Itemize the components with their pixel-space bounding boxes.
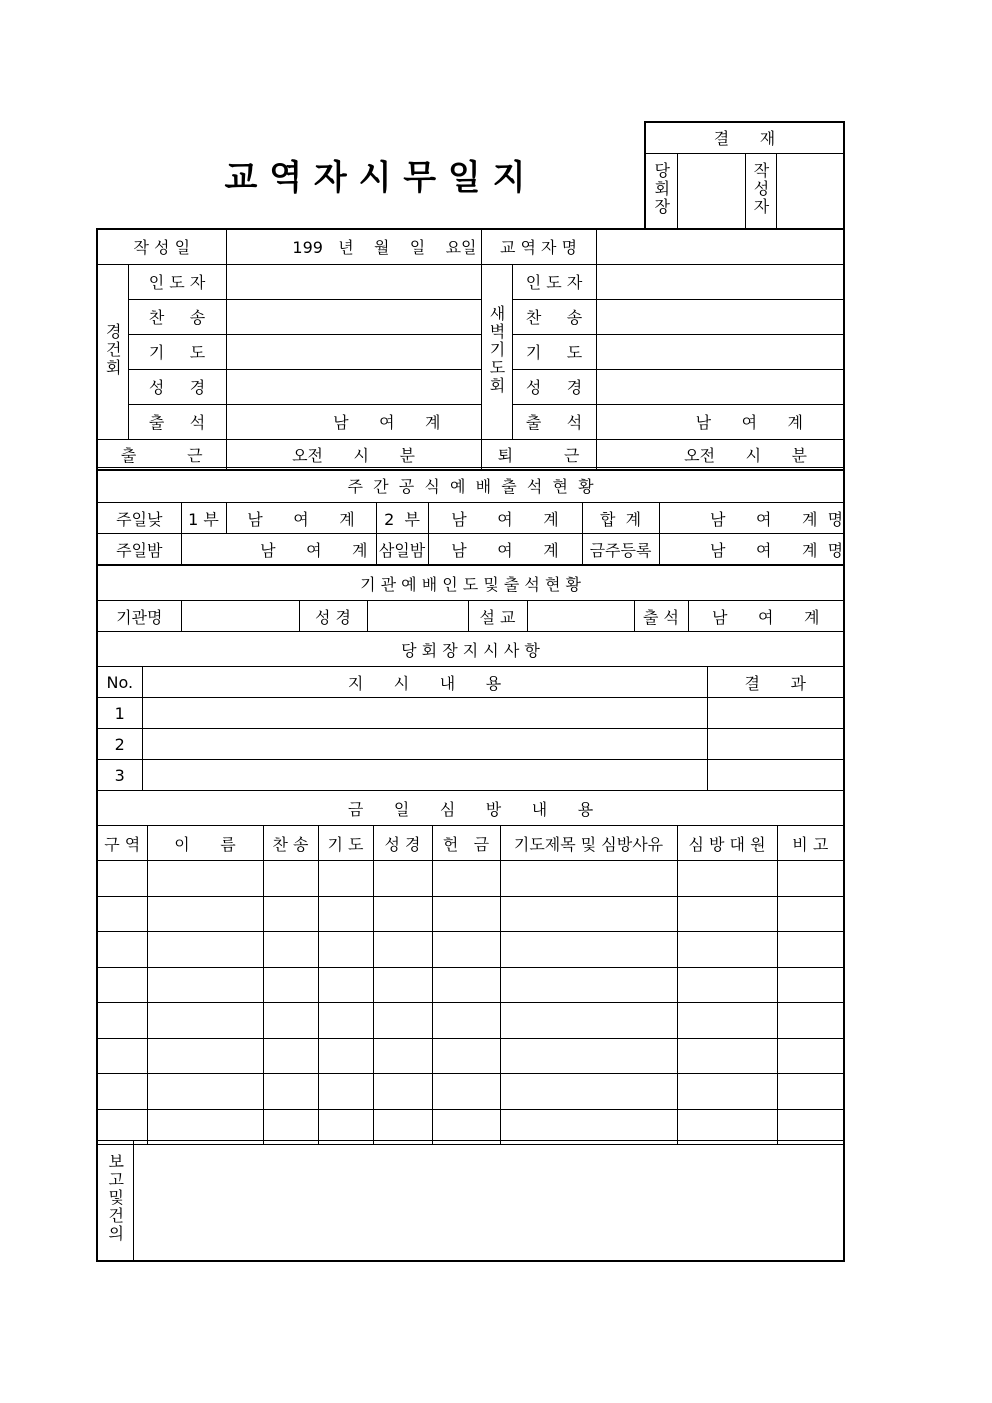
right-row-hymn: 찬 송: [512, 299, 596, 334]
pastor-name-field[interactable]: [596, 229, 844, 264]
sunday-night-count[interactable]: 남 여 계: [181, 534, 376, 565]
total-count[interactable]: 남 여 계 명: [659, 503, 844, 534]
left-row-scripture: 성 경: [128, 369, 226, 404]
left-row-prayer: 기 도: [128, 334, 226, 369]
right-row-prayer: 기 도: [512, 334, 596, 369]
right-hymn-field[interactable]: [596, 299, 844, 334]
approval-box: [644, 121, 845, 230]
instruction-content-field[interactable]: [142, 760, 707, 791]
visit-cell[interactable]: [263, 1074, 318, 1110]
document-title: 교 역 자 시 무 일 지: [224, 158, 526, 198]
visit-cell[interactable]: [677, 1074, 777, 1110]
visit-cell[interactable]: [777, 896, 844, 932]
wednesday-night-label: 삼일밤: [376, 534, 428, 565]
visit-cell[interactable]: [318, 967, 373, 1003]
visit-cell[interactable]: [318, 1038, 373, 1074]
left-row-attendance: 출 석: [128, 404, 226, 439]
visit-cell[interactable]: [677, 932, 777, 968]
clock-in-label: 출 근: [97, 439, 226, 470]
visit-cell[interactable]: [147, 861, 263, 897]
visit-cell[interactable]: [373, 1074, 432, 1110]
institution-scripture-field[interactable]: [367, 601, 468, 632]
instruction-result-field[interactable]: [707, 698, 844, 729]
right-row-scripture: 성 경: [512, 369, 596, 404]
visit-cell[interactable]: [373, 896, 432, 932]
col-scripture: 성 경: [373, 826, 432, 861]
visit-cell[interactable]: [500, 967, 677, 1003]
visit-cell[interactable]: [500, 896, 677, 932]
date-value[interactable]: 199 년 월 일 요일: [226, 229, 481, 264]
visit-cell[interactable]: [147, 1074, 263, 1110]
visit-cell[interactable]: [777, 932, 844, 968]
visit-cell[interactable]: [318, 932, 373, 968]
table-row: [97, 896, 844, 932]
visit-cell[interactable]: [97, 1003, 147, 1039]
visit-cell[interactable]: [677, 1038, 777, 1074]
visit-cell[interactable]: [263, 967, 318, 1003]
visit-cell[interactable]: [777, 1003, 844, 1039]
visit-cell[interactable]: [373, 1003, 432, 1039]
visit-cell[interactable]: [97, 967, 147, 1003]
table-row: [97, 861, 844, 897]
col-prayer-topic: 기도제목 및 심방사유: [500, 826, 677, 861]
left-row-hymn: 찬 송: [128, 299, 226, 334]
instruction-no: 3: [97, 760, 142, 791]
weekly-registration-label: 금주등록: [582, 534, 659, 565]
dawn-prayer-label: 새벽기도회: [487, 304, 507, 395]
visit-cell[interactable]: [777, 1038, 844, 1074]
wednesday-night-count[interactable]: 남 여 계: [428, 534, 582, 565]
visit-cell[interactable]: [677, 1003, 777, 1039]
visit-cell[interactable]: [147, 967, 263, 1003]
instructions-no-header: No.: [97, 667, 142, 698]
col-district: 구 역: [97, 826, 147, 861]
left-prayer-field[interactable]: [226, 334, 481, 369]
visit-cell[interactable]: [373, 1038, 432, 1074]
instructions-header: 당 회 장 지 시 사 항: [97, 632, 844, 667]
report-content-field[interactable]: [133, 1141, 844, 1261]
visit-cell[interactable]: [97, 1074, 147, 1110]
visitation-table: [96, 790, 845, 1145]
date-label: 작 성 일: [97, 229, 226, 264]
visit-cell[interactable]: [373, 932, 432, 968]
second-service-label: 2 부: [376, 503, 428, 534]
visit-cell[interactable]: [777, 1074, 844, 1110]
instruction-no: 1: [97, 698, 142, 729]
left-hymn-field[interactable]: [226, 299, 481, 334]
visit-cell[interactable]: [263, 932, 318, 968]
visit-cell[interactable]: [373, 967, 432, 1003]
left-row-leader: 인 도 자: [128, 264, 226, 299]
visit-cell[interactable]: [432, 967, 500, 1003]
report-label: 보고및건의: [105, 1153, 125, 1244]
institution-sermon-label: 설 교: [468, 601, 527, 632]
visit-cell[interactable]: [500, 932, 677, 968]
visit-cell[interactable]: [147, 896, 263, 932]
instructions-result-header: 결 과: [707, 667, 844, 698]
instruction-content-field[interactable]: [142, 729, 707, 760]
weekly-header: 주 간 공 식 예 배 출 석 현 황: [97, 468, 844, 503]
col-remarks: 비 고: [777, 826, 844, 861]
right-row-attendance: 출 석: [512, 404, 596, 439]
visit-cell[interactable]: [677, 861, 777, 897]
visit-cell[interactable]: [432, 932, 500, 968]
table-row: [97, 1003, 844, 1039]
visit-cell[interactable]: [432, 896, 500, 932]
institution-scripture-label: 성 경: [299, 601, 367, 632]
visit-cell[interactable]: [500, 1074, 677, 1110]
instruction-content-field[interactable]: [142, 698, 707, 729]
visit-cell[interactable]: [432, 1003, 500, 1039]
sunday-day-label: 주일낮: [97, 503, 181, 534]
visit-cell[interactable]: [97, 896, 147, 932]
weekly-attendance: [96, 467, 845, 565]
col-offering: 헌 금: [432, 826, 500, 861]
weekly-registration-count[interactable]: 남 여 계 명: [659, 534, 844, 565]
approval-header: 결 재: [645, 122, 844, 153]
visit-cell[interactable]: [97, 861, 147, 897]
visit-cell[interactable]: [147, 1038, 263, 1074]
left-attendance-field[interactable]: 남 여 계: [226, 404, 481, 439]
visit-cell[interactable]: [777, 861, 844, 897]
institution-worship: [96, 565, 845, 632]
right-scripture-field[interactable]: [596, 369, 844, 404]
visit-cell[interactable]: [500, 1003, 677, 1039]
instruction-result-field[interactable]: [707, 760, 844, 791]
visit-cell[interactable]: [677, 896, 777, 932]
approval-role-pastor: 당회장: [651, 161, 671, 216]
left-scripture-field[interactable]: [226, 369, 481, 404]
visit-cell[interactable]: [432, 861, 500, 897]
visit-cell[interactable]: [263, 861, 318, 897]
visit-cell[interactable]: [263, 896, 318, 932]
right-leader-field[interactable]: [596, 264, 844, 299]
col-prayer: 기 도: [318, 826, 373, 861]
visit-cell[interactable]: [147, 1003, 263, 1039]
approval-role-writer: 작성자: [751, 161, 770, 216]
visit-cell[interactable]: [147, 932, 263, 968]
col-name: 이 름: [147, 826, 263, 861]
col-visitors: 심 방 대 원: [677, 826, 777, 861]
visit-cell[interactable]: [777, 967, 844, 1003]
institution-name-field[interactable]: [181, 601, 299, 632]
institution-sermon-field[interactable]: [527, 601, 634, 632]
visit-cell[interactable]: [373, 861, 432, 897]
clock-in-time[interactable]: 오전 시 분: [226, 439, 481, 470]
approval-sign-writer[interactable]: [776, 153, 844, 229]
institution-attendance-field[interactable]: 남 여 계: [688, 601, 844, 632]
visit-cell[interactable]: [263, 1038, 318, 1074]
pastor-instructions: [96, 631, 845, 791]
visit-cell[interactable]: [318, 1074, 373, 1110]
visit-cell[interactable]: [432, 1074, 500, 1110]
institution-attendance-label: 출 석: [634, 601, 688, 632]
visit-cell[interactable]: [97, 1038, 147, 1074]
visit-cell[interactable]: [500, 861, 677, 897]
devotion-label: 경건회: [103, 322, 123, 377]
form-upper: [96, 228, 845, 471]
approval-sign-pastor[interactable]: [677, 153, 745, 229]
clock-out-label: 퇴 근: [481, 439, 596, 470]
report-section: [96, 1140, 845, 1262]
visit-cell[interactable]: [97, 932, 147, 968]
table-row: [97, 1038, 844, 1074]
table-row: [97, 967, 844, 1003]
total-label: 합 계: [582, 503, 659, 534]
table-row: [97, 932, 844, 968]
table-row: [97, 1074, 844, 1110]
institution-header: 기 관 예 배 인 도 및 출 석 현 황: [97, 566, 844, 601]
pastor-name-label: 교 역 자 명: [481, 229, 596, 264]
col-hymn: 찬 송: [263, 826, 318, 861]
left-leader-field[interactable]: [226, 264, 481, 299]
clock-out-time[interactable]: 오전 시 분: [596, 439, 844, 470]
instruction-result-field[interactable]: [707, 729, 844, 760]
right-attendance-field[interactable]: 남 여 계: [596, 404, 844, 439]
visit-cell[interactable]: [677, 967, 777, 1003]
visitation-header: 금 일 심 방 내 용: [97, 791, 844, 826]
second-service-count[interactable]: 남 여 계: [428, 503, 582, 534]
visit-cell[interactable]: [318, 896, 373, 932]
institution-name-label: 기관명: [97, 601, 181, 632]
instructions-content-header: 지 시 내 용: [142, 667, 707, 698]
visit-cell[interactable]: [318, 1003, 373, 1039]
first-service-count[interactable]: 남 여 계: [226, 503, 376, 534]
visit-cell[interactable]: [318, 861, 373, 897]
visit-cell[interactable]: [263, 1003, 318, 1039]
instruction-no: 2: [97, 729, 142, 760]
sunday-night-label: 주일밤: [97, 534, 181, 565]
visit-cell[interactable]: [500, 1038, 677, 1074]
right-row-leader: 인 도 자: [512, 264, 596, 299]
first-service-label: 1 부: [181, 503, 226, 534]
visit-cell[interactable]: [432, 1038, 500, 1074]
right-prayer-field[interactable]: [596, 334, 844, 369]
